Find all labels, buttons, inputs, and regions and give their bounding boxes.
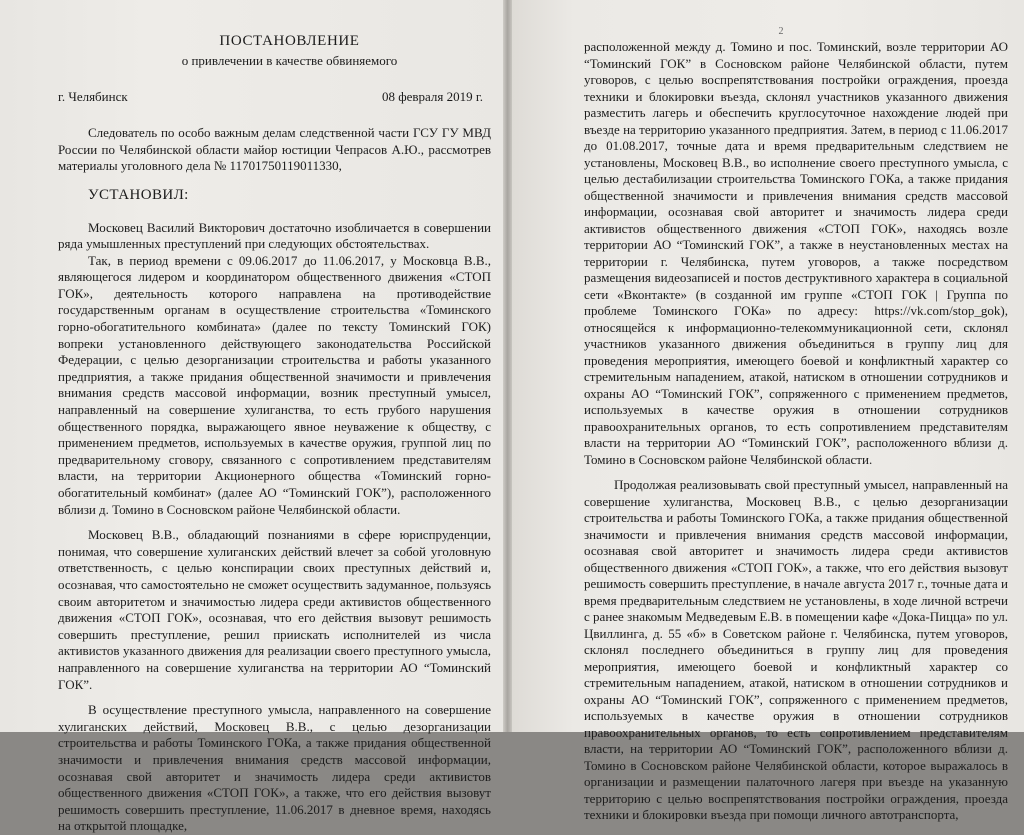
document-date: 08 февраля 2019 г. bbox=[381, 89, 483, 104]
paragraph: В осуществление преступного умысла, направленного на совершение хулиганских действий, Московец В.В., с целью дезорганизации строительства и работы Томинского ГОКа, а также придания общественной значимости и привлечения внимания средств массовой информации, осознавая свой авторитет и значимость лидера среди активистов общественного движения «СТОП ГОК», а также, что его действия вызовут решимость совершить преступление, 11.06.2017 в дневное время, находясь на открытой площадке, bbox=[58, 702, 491, 834]
paragraph: Московец Василий Викторович достаточно изобличается в совершении ряда умышленных преступлений при следующих обстоятельствах. bbox=[58, 219, 491, 252]
paragraph: Так, в период времени с 09.06.2017 до 11.06.2017, у Московца В.В., являющегося лидером и координатором общественного движения «СТОП ГОК», деятельность которого направлена на противодействие государственным органам в осуществление строительства «Томинского горно-обогатительного комбината» (далее по тексту Томинский ГОК) вопреки установленного действующего законодательства Российской Федерации, с целью дезорганизации строительства и работы указанного предприятия, а также придания общественной значимости и привлечения внимания средств массовой информации, возник преступный умысел, направленный на совершение хулиганства, то есть грубого нарушения общественного порядка, выражающего явное неуважение к обществу, с применением предметов, используемых в качестве оружия, группой лиц по предварительному сговору, связанного с сопротивлением представителям власти, на территории Акционерного общества «Томинский горно-обогатительный комбинат» (далее АО “Томинский ГОК”), расположенного вблизи д. Томино в Сосновском районе Челябинской области. bbox=[58, 252, 491, 517]
paragraph: расположенной между д. Томино и пос. Томинский, возле территории АО “Томинский ГОК” в Сосновском районе Челябинской области, путем уговоров, с целью воспрепятствования постройки ограждения, проезда техники и блокировки въезда, склонял участников указанного движения разместить лагерь и обеспечить круглосуточное нахождение людей при въезде на территорию указанного предприятия. Затем, в период с 11.06.2017 до 01.08.2017, точные дата и время предварительным следствием не установлены, Московец В.В., во исполнение своего преступного умысла, с целью дестабилизации строительства Томинского ГОКа, а также придания общественной значимости и привлечения внимания средств массовой информации, осознавая свой авторитет и значимость лидера среди активистов общественного движения «СТОП ГОК», находясь возле территории АО “Томинский ГОК”, а также в неустановленных местах на территории г. Челябинска, путем уговоров, а также посредством размещения видеозаписей и постов деструктивного характера в социальной сети «Вконтакте» (в созданной им группе «СТОП ГОК | Группа по проблеме Томинского ГОКа» по адресу: https://vk.com/stop_gok), относящейся к информационно-телекоммуникационной сети, склонял участников указанного движения объединиться в группу лиц для проведения мероприятия, имеющего боевой и конфликтный характер со стремительным нападением, атакой, натиском в отношении сотрудников и охраны АО “Томинский ГОК”, сопряженного с применением предметов, используемых в качестве оружия в отношении сотрудников правоохранительных органов, то есть сопротивлением представителям власти на территории АО “Томинский ГОК”, расположенного вблизи д. Томино в Сосновском районе Челябинской области. bbox=[584, 39, 1008, 467]
paragraph: Продолжая реализовывать свой преступный умысел, направленный на совершение хулиганства, Московец В.В., с целью дезорганизации строительства и работы Томинского ГОКа, а также придания общественной значимости и привлечения внимания средств массовой информации, осознавая свой авторитет и значимость лидера среди активистов общественного движения «СТОП ГОК», а также, что его действия вызовут решимость совершить преступление, в начале августа 2017 г., точные дата и время предварительным следствием не установлены, в ходе личной встречи с ранее знакомым Медведевым Е.В. в помещении кафе «Дока-Пицца» по ул. Цвиллинга, д. 55 «б» в Советском районе г. Челябинска, путем уговоров, склонял последнего объединиться в группу лиц для проведения мероприятия, имеющего боевой и конфликтный характер со стремительным нападением, атакой, натиском в отношении сотрудников и охраны АО “Томинский ГОК”, сопряженного с применением предметов, используемых в качестве оружия в отношении сотрудников правоохранительных органов, то есть сопротивлением представителям власти, на территории АО “Томинский ГОК”, расположенного вблизи д. Томино в Сосновском районе Челябинской области, которое выражалось в организации и размещении палаточного лагеря при въезде на указанную территорию с целью воспрепятствования постройки ограждения, проезда техники и блокировки въезда при помощи личного автотранспорта, bbox=[584, 477, 1008, 822]
document-title: ПОСТАНОВЛЕНИЕ bbox=[219, 33, 360, 49]
page-number: 2 bbox=[778, 26, 784, 37]
document-page-left bbox=[0, 0, 503, 834]
city: г. Челябинск bbox=[58, 89, 128, 104]
place-date-line bbox=[58, 89, 491, 105]
paragraph: Московец В.В., обладающий познаниями в сфере юриспруденции, понимая, что совершение хулиганских действий влечет за собой уголовную ответственность, с целью конспирации своих преступных действий и, осознавая, что самостоятельно не сможет осуществить задуманное, пользуясь своим авторитетом и значимостью лидера среди активистов общественного движения «СТОП ГОК», осознавая, что его действия вызовут решимость совершить преступление, решил приискать исполнителей из числа активистов указанного движения для реализации своего преступного умысла, направленного на совершение хулиганства на территории АО “Томинский ГОК”. bbox=[58, 527, 491, 692]
document-subtitle: о привлечении в качестве обвиняемого bbox=[181, 53, 398, 68]
document-page-right bbox=[512, 0, 1024, 822]
established-heading: УСТАНОВИЛ: bbox=[88, 186, 189, 203]
book-gutter bbox=[503, 0, 512, 732]
intro-paragraph: Следователь по особо важным делам следственной части ГСУ ГУ МВД России по Челябинской области майор юстиции Чепрасов А.Ю., рассмотрев материалы уголовного дела № 11701750119011330, bbox=[58, 125, 491, 173]
